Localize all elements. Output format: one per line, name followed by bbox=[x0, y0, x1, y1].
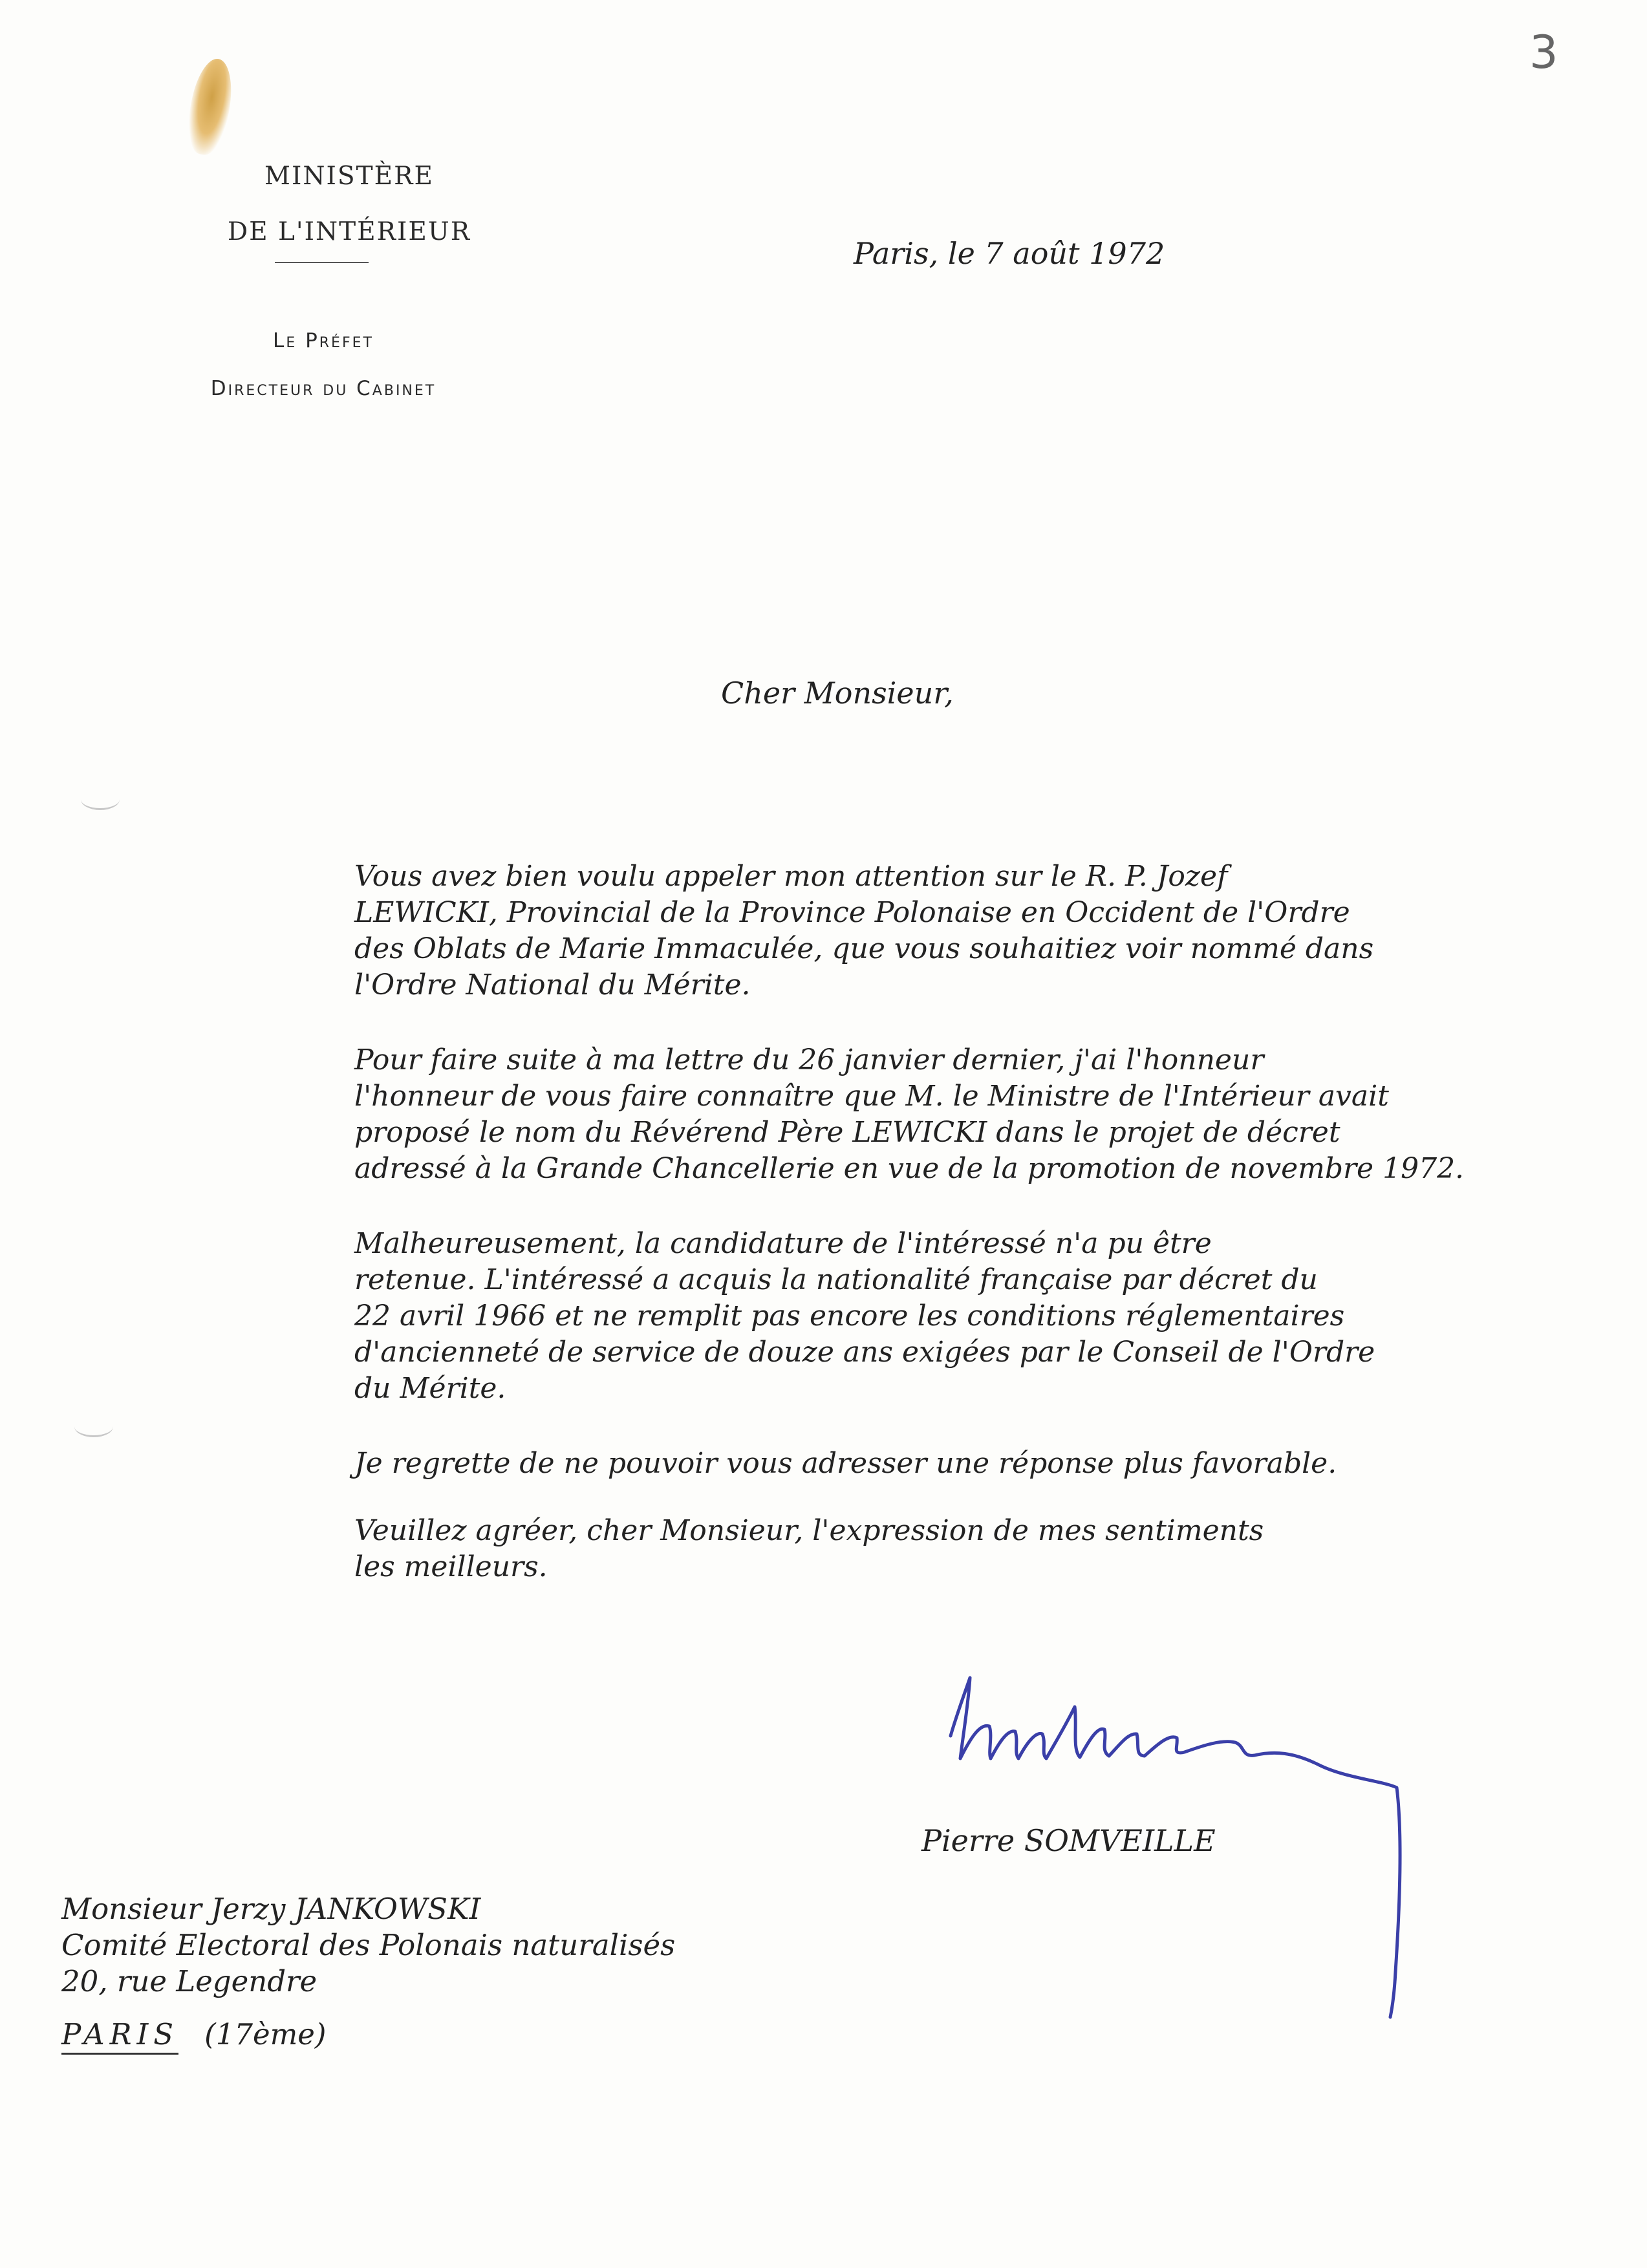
punch-hole-mark bbox=[74, 1416, 113, 1437]
office-title bbox=[136, 317, 511, 412]
office-line-2: Directeur du Cabinet bbox=[210, 377, 436, 400]
letterhead-divider bbox=[275, 262, 369, 263]
ministry-line-1: MINISTÈRE bbox=[264, 162, 434, 191]
closing-paragraph: Veuillez agréer, cher Monsieur, l'expression de mes sentiments les meilleurs. bbox=[354, 1514, 1264, 1583]
page-number: 3 bbox=[1529, 26, 1558, 79]
signer-name: Pierre SOMVEILLE bbox=[921, 1823, 1216, 1858]
recipient-name: Monsieur Jerzy JANKOWSKI bbox=[61, 1892, 481, 1926]
recipient-street: 20, rue Legendre bbox=[61, 1964, 318, 1998]
punch-hole-mark bbox=[81, 789, 120, 810]
recipient-city-line bbox=[61, 2017, 326, 2051]
recipient-organization: Comité Electoral des Polonais naturalisés bbox=[61, 1928, 676, 1962]
salutation: Cher Monsieur, bbox=[721, 676, 954, 711]
ministry-line-2: DE L'INTÉRIEUR bbox=[227, 217, 471, 246]
recipient-address bbox=[61, 1891, 675, 2000]
body-paragraph: Je regrette de ne pouvoir vous adresser une réponse plus favorable. bbox=[354, 1447, 1337, 1480]
recipient-city: PARIS bbox=[61, 2017, 178, 2055]
coffee-stain bbox=[182, 56, 237, 158]
recipient-arrondissement: (17ème) bbox=[204, 2017, 327, 2051]
ministry-letterhead bbox=[168, 149, 530, 260]
body-paragraph: Malheureusement, la candidature de l'intéressé n'a pu être retenue. L'intéressé a acquis la nationalité française par décret du 22 avril 1966 et ne remplit pas encore les conditions réglementaires d'ancienneté de service de douze ans exigées par le Conseil de l'Ordre du Mérite. bbox=[354, 1227, 1375, 1405]
office-line-1: Le Préfet bbox=[273, 329, 374, 352]
body-paragraph: Pour faire suite à ma lettre du 26 janvier dernier, j'ai l'honneur l'honneur de vous faire connaître que M. le Ministre de l'Intérieur avait proposé le nom du Révérend Père LEWICKI dans le projet de décret adressé à la Grande Chancellerie en vue de la promotion de novembre 1972. bbox=[354, 1043, 1465, 1185]
body-paragraph: Vous avez bien voulu appeler mon attention sur le R. P. Jozef LEWICKI, Provincial de la Province Polonaise en Occident de l'Ordre des Oblats de Marie Immaculée, que vous souhaitiez voir nommé dans l'Ordre National du Mérite. bbox=[354, 860, 1374, 1001]
letter-date: Paris, le 7 août 1972 bbox=[854, 236, 1165, 271]
letter-body bbox=[354, 859, 1596, 1624]
